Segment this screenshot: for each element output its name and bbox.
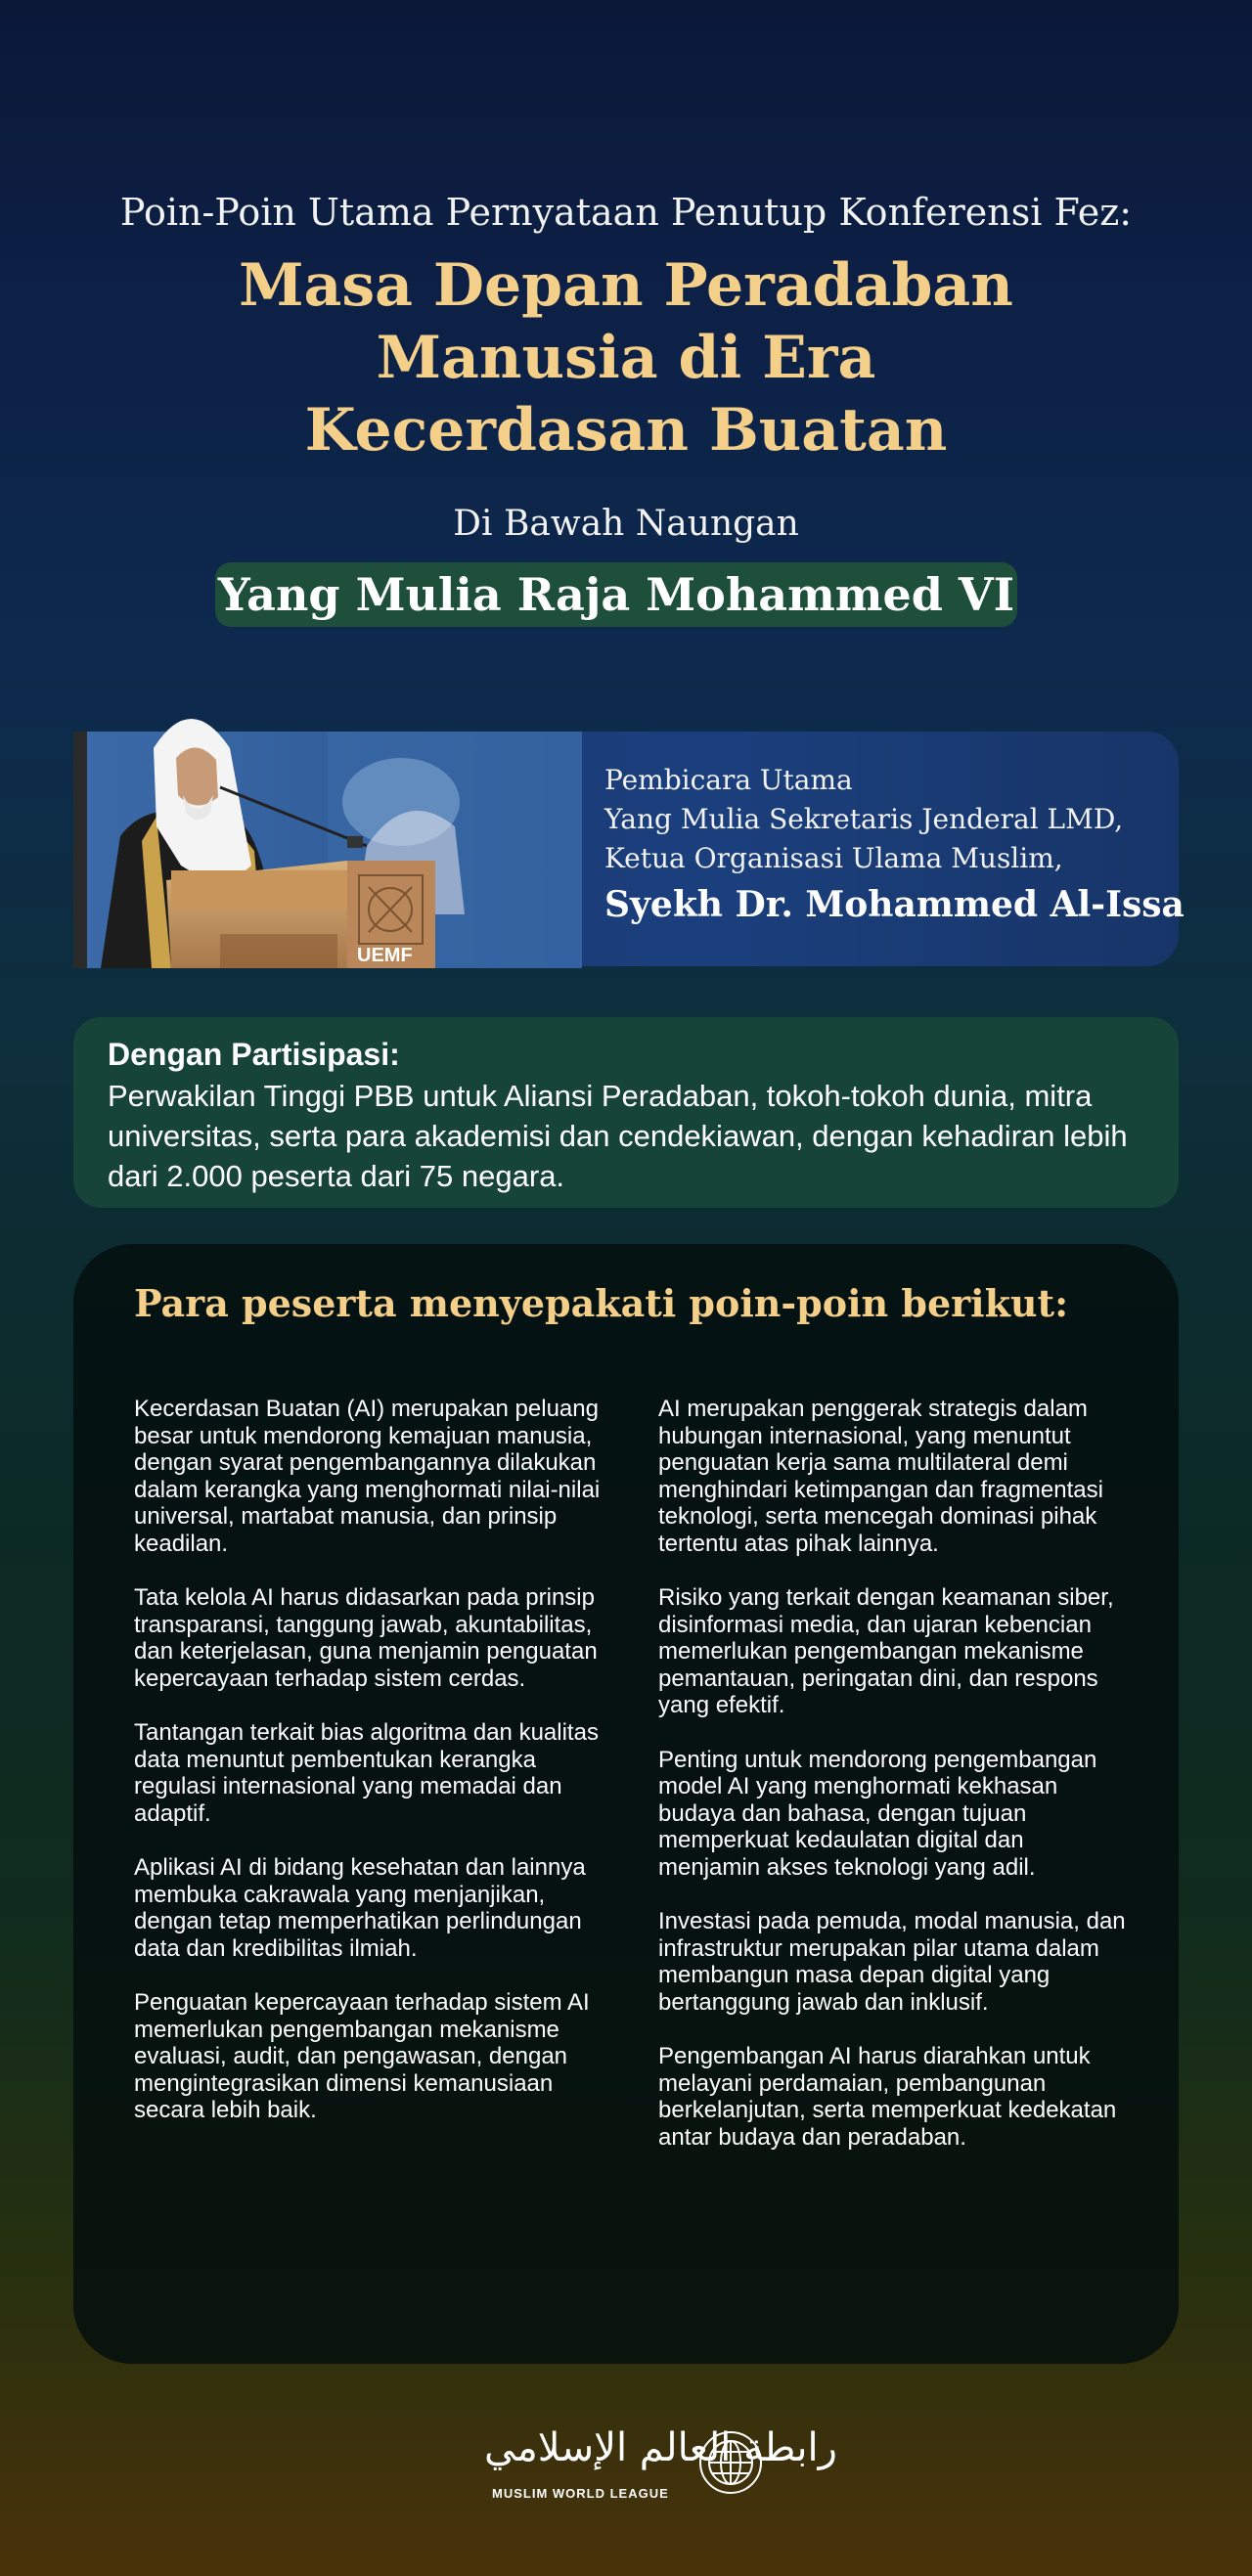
main-title-line-3: Kecerdasan Buatan (304, 396, 948, 465)
points-box (73, 1244, 1179, 2364)
speaker-photo (73, 631, 582, 968)
speaker-role-line-2: Yang Mulia Sekretaris Jenderal LMD, (604, 803, 1124, 835)
point-item: Kecerdasan Buatan (AI) merupakan peluang besar untuk mendorong kemajuan manusia, dengan syarat pengembangannya dilakukan dalam kerangka yang menghormati nilai-nilai universal, martabat manusia, dan prinsip keadilan. (134, 1396, 601, 1557)
point-item: Aplikasi AI di bidang kesehatan dan lainnya membuka cakrawala yang menjanjikan, dengan tetap memperhatikan perlindungan data dan kredibilitas ilmiah. (134, 1854, 586, 1962)
participation-title: Dengan Partisipasi: (108, 1037, 400, 1072)
point-item: Tata kelola AI harus didasarkan pada prinsip transparansi, tanggung jawab, akuntabilitas, dan keterjelasan, guna menjamin penguatan kepercayaan terhadap sistem cerdas. (134, 1584, 598, 1692)
main-title (137, 249, 1115, 466)
muslim-world-league-logo (484, 2425, 837, 2513)
patron-badge (215, 562, 1017, 627)
points-heading: Para peserta menyepakati poin-poin berikut: (134, 1281, 1069, 1325)
points-column-right (658, 1396, 1128, 2178)
point-item: Penguatan kepercayaan terhadap sistem AI memerlukan pengembangan mekanisme evaluasi, audit, dan pengawasan, dengan mengintegrasikan dimensi kemanusiaan secara lebih baik. (134, 1989, 590, 2123)
logo-text-arabic: رابطة العالم الإسلامي (484, 2425, 837, 2470)
podium-logo: UEMF (357, 945, 413, 966)
participation-text: Perwakilan Tinggi PBB untuk Aliansi Peradaban, tokoh-tokoh dunia, mitra universitas, serta para akademisi dan cendekiawan, dengan kehadiran lebih dari 2.000 peserta dari 75 negara. (108, 1079, 1128, 1193)
patron-name: Yang Mulia Raja Mohammed VI (217, 568, 1015, 621)
point-item: Tantangan terkait bias algoritma dan kualitas data menuntut pembentukan kerangka regulasi internasional yang memadai dan adaptif. (134, 1719, 599, 1827)
point-item: Pengembangan AI harus diarahkan untuk melayani perdamaian, pembangunan berkelanjutan, serta memperkuat kedekatan antar budaya dan peradaban. (658, 2043, 1117, 2151)
point-item: Penting untuk mendorong pengembangan model AI yang menghormati kekhasan budaya dan bahasa, dengan tujuan memperkuat kedaulatan digital dan menjamin akses teknologi yang adil. (658, 1746, 1097, 1881)
header-subtitle: Poin-Poin Utama Pernyataan Penutup Konferensi Fez: (119, 191, 1133, 234)
speaker-text (604, 761, 1185, 925)
point-item: AI merupakan penggerak strategis dalam hubungan internasional, yang menuntut penguatan kerja sama multilateral demi menghindari ketimpangan dan fragmentasi teknologi, serta mencegah dominasi pihak tertentu atas pihak lainnya. (658, 1396, 1103, 1557)
point-item: Investasi pada pemuda, modal manusia, dan infrastruktur merupakan pilar utama dalam membangun masa depan digital yang bertanggung jawab dan inklusif. (658, 1908, 1126, 2016)
main-title-line-1: Masa Depan Peradaban (239, 251, 1013, 320)
speaker-role-line-3: Ketua Organisasi Ulama Muslim, (604, 842, 1063, 874)
logo-text-english: MUSLIM WORLD LEAGUE (492, 2486, 669, 2501)
participation-box (73, 1017, 1179, 1208)
point-item: Risiko yang terkait dengan keamanan siber, disinformasi media, dan ujaran kebencian memerlukan pengembangan mekanisme pemantauan, peringatan dini, dan respons yang efektif. (658, 1584, 1114, 1718)
globe-emblem-icon (697, 2429, 764, 2496)
speaker-name: Syekh Dr. Mohammed Al-Issa (604, 884, 1185, 925)
points-column-left (134, 1396, 604, 2152)
main-title-line-2: Manusia di Era (376, 324, 876, 392)
patron-label: Di Bawah Naungan (453, 504, 799, 544)
speaker-role-line-1: Pembicara Utama (604, 764, 853, 796)
